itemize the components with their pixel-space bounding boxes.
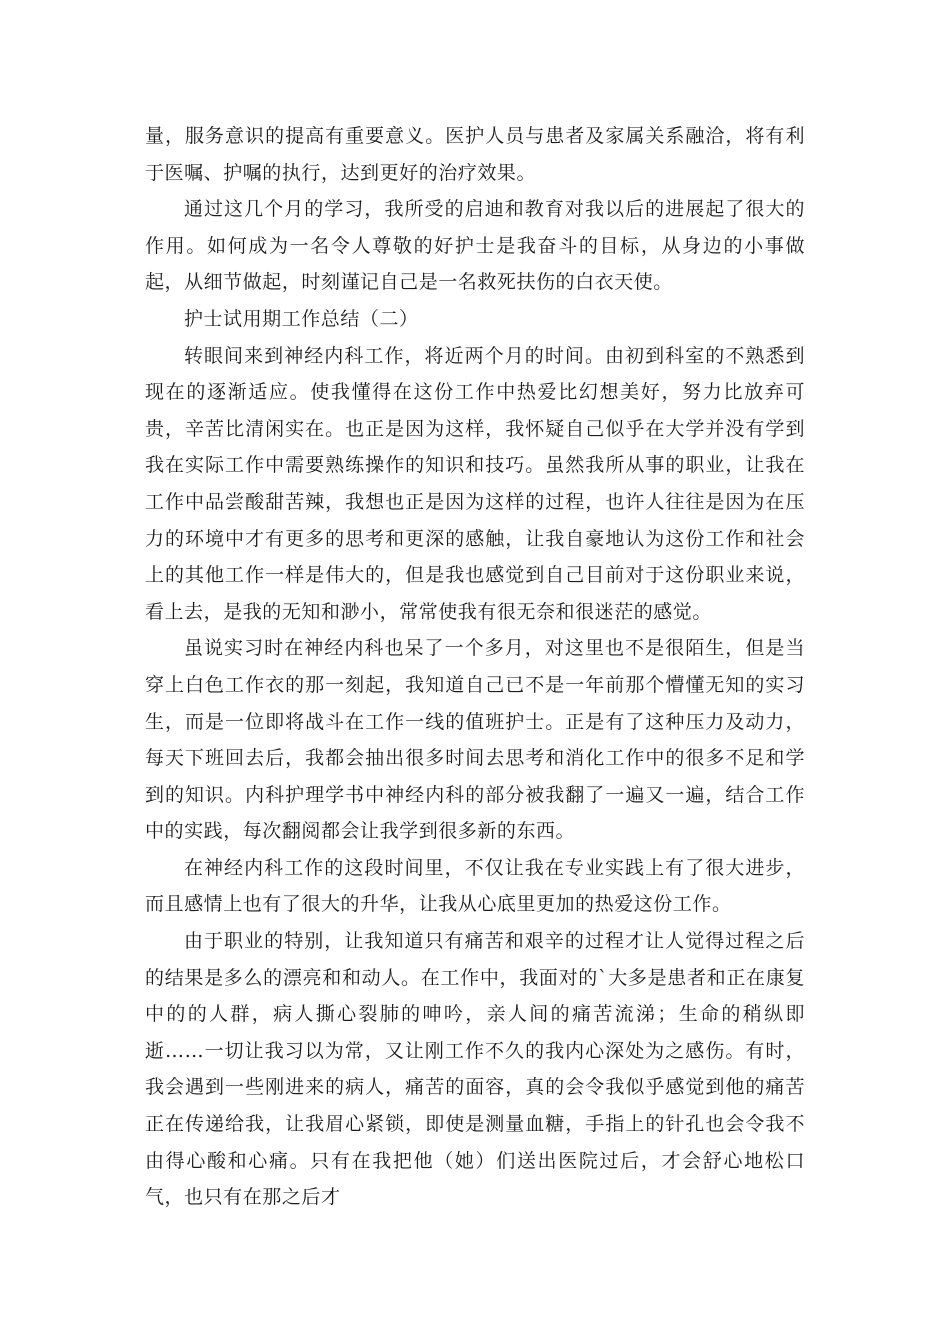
paragraph-neurology-start: 转眼间来到神经内科工作，将近两个月的时间。由初到科室的不熟悉到现在的逐渐适应。使我懂得在这份工作中热爱比幻想美好，努力比放弃可贵，辛苦比清闲实在。也正是因为这样，我怀疑自己似乎在大学并没有学到我在实际工作中需要熟练操作的知识和技巧。虽然我所从事的职业，让我在工作中品尝酸甜苦辣，我想也正是因为这样的过程，也许人往往是因为在压力的环境中才有更多的思考和更深的感触，让我自豪地认为这份工作和社会上的其他工作一样是伟大的，但是我也感觉到自己目前对于这份职业来说，看上去，是我的无知和渺小，常常使我有很无奈和很迷茫的感觉。 [145, 344, 805, 623]
section-heading: 护士试用期工作总结（二） [183, 307, 419, 330]
paragraph-study-reflection: 通过这几个月的学习，我所受的启迪和教育对我以后的进展起了很大的作用。如何成为一名令人尊敬的好护士是我奋斗的目标，从身边的小事做起，从细节做起，时刻谨记自己是一名救死扶伤的白衣天使。 [145, 198, 805, 294]
document-body [145, 118, 805, 1216]
paragraph-internship: 虽说实习时在神经内科也呆了一个多月，对这里也不是很陌生，但是当穿上白色工作衣的那一刻起，我知道自己已不是一年前那个懵懂无知的实习生，而是一位即将战斗在工作一线的值班护士。正是有了这种压力及动力，每天下班回去后，我都会抽出很多时间去思考和消化工作中的很多不足和学到的知识。内科护理学书中神经内科的部分被我翻了一遍又一遍，结合工作中的实践，每次翻阅都会让我学到很多新的东西。 [145, 637, 805, 843]
paragraph-continued: 量，服务意识的提高有重要意义。医护人员与患者及家属关系融洽，将有利于医嘱、护嘱的执行，达到更好的治疗效果。 [145, 125, 805, 184]
paragraph-hardship: 由于职业的特别，让我知道只有痛苦和艰辛的过程才让人觉得过程之后的结果是多么的漂亮和和动人。在工作中，我面对的`大多是患者和正在康复中的的人群，病人撕心裂肺的呻吟，亲人间的痛苦流涕；生命的稍纵即逝……一切让我习以为常，又让刚工作不久的我内心深处为之感伤。有时，我会遇到一些刚进来的病人，痛苦的面容，真的会令我似乎感觉到他的痛苦正在传递给我，让我眉心紧锁，即使是测量血糖，手指上的针孔也会令我不由得心酸和心痛。只有在我把他（她）们送出医院过后，才会舒心地松口气，也只有在那之后才 [145, 930, 805, 1209]
paragraph-progress: 在神经内科工作的这段时间里，不仅让我在专业实践上有了很大进步，而且感情上也有了很大的升华，让我从心底里更加的热爱这份工作。 [145, 856, 805, 916]
